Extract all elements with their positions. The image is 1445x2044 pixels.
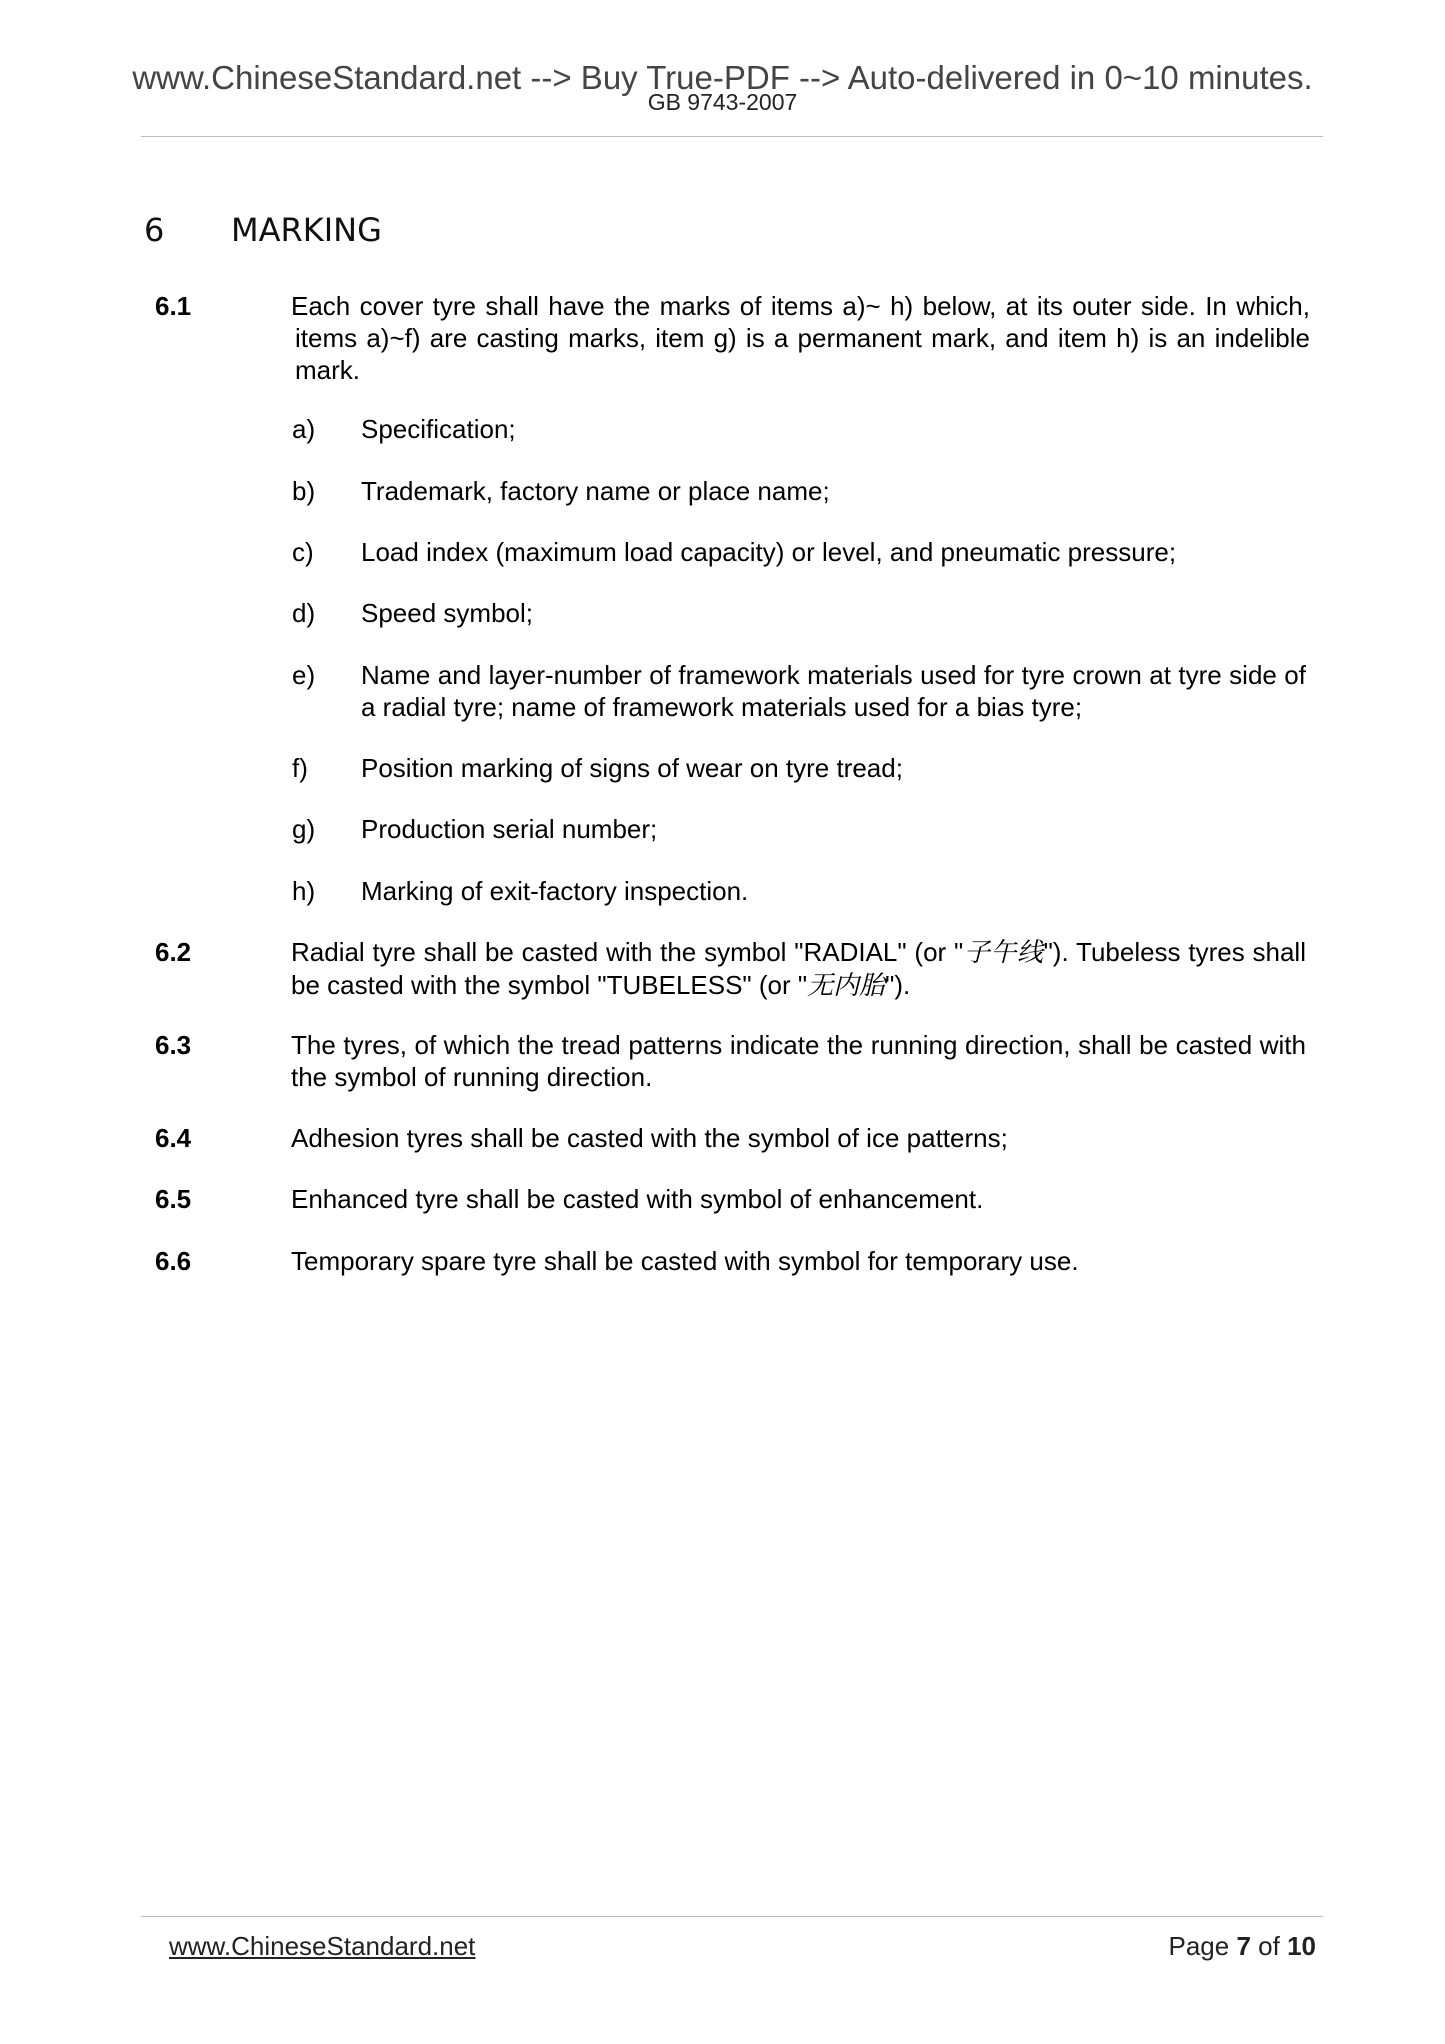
page-label: Page <box>1168 1931 1230 1961</box>
chinese-term-tubeless: 无内胎 <box>807 971 886 1001</box>
list-item-letter: b) <box>292 476 316 506</box>
section-number: 6 <box>144 211 165 249</box>
clause-text: Temporary spare tyre shall be casted with symbol for temporary use. <box>291 1246 1079 1276</box>
list-item-letter: g) <box>292 814 316 844</box>
clause-text: Enhanced tyre shall be casted with symbol of enhancement. <box>291 1184 984 1214</box>
page-total: 10 <box>1287 1931 1316 1961</box>
section-title: MARKING <box>231 211 382 249</box>
list-item-letter: e) <box>292 660 316 690</box>
list-item-letter: h) <box>292 876 316 906</box>
footer-divider <box>141 1916 1323 1917</box>
list-item-letter: a) <box>292 414 316 444</box>
clause-number: 6.3 <box>155 1030 192 1060</box>
clause-number: 6.6 <box>155 1246 192 1276</box>
list-item-text: Trademark, factory name or place name; <box>361 476 830 506</box>
clause-number: 6.1 <box>155 291 192 321</box>
document-id: GB 9743-2007 <box>647 89 798 115</box>
page-current: 7 <box>1236 1931 1251 1961</box>
clause-text-part: "). Tubeless tyres shall be casted with the symbol "TUBELESS" (or " <box>291 937 1306 1000</box>
list-item-text: Specification; <box>361 414 516 444</box>
list-item-text: Marking of exit-factory inspection. <box>361 876 749 906</box>
page-of: of <box>1258 1931 1280 1961</box>
footer-website-link[interactable]: www.ChineseStandard.net <box>169 1931 476 1961</box>
clause-text: Each cover tyre shall have the marks of items a)~ h) below, at its outer side. In which, items a)~f) are casting marks, item g) is a permanent mark, and item h) is an indelible mark. <box>291 291 1310 385</box>
clause-number: 6.2 <box>155 937 192 967</box>
list-item-letter: d) <box>292 598 316 628</box>
list-item-text: Position marking of signs of wear on tyre tread; <box>361 753 903 783</box>
list-item-text: Production serial number; <box>361 814 658 844</box>
clause-number: 6.4 <box>155 1123 192 1153</box>
clause-text-part: Radial tyre shall be casted with the symbol "RADIAL" (or " <box>291 937 964 967</box>
chinese-term-radial: 子午线 <box>963 938 1044 968</box>
clause-text: The tyres, of which the tread patterns indicate the running direction, shall be casted with the symbol of running direction. <box>291 1030 1306 1092</box>
list-item-text: Name and layer-number of framework materials used for tyre crown at tyre side of a radial tyre; name of framework materials used for a bias tyre; <box>361 660 1306 722</box>
clause-text: Adhesion tyres shall be casted with the symbol of ice patterns; <box>291 1123 1008 1153</box>
page-indicator <box>1168 1930 1316 1962</box>
list-item-letter: f) <box>292 753 308 783</box>
clause-text <box>291 936 1306 1002</box>
header-banner: www.ChineseStandard.net --> Buy True-PDF --> Auto-delivered in 0~10 minutes. <box>132 59 1313 96</box>
header-divider <box>141 136 1323 137</box>
list-item-text: Load index (maximum load capacity) or level, and pneumatic pressure; <box>361 537 1177 567</box>
list-item-text: Speed symbol; <box>361 598 533 628</box>
clause-text-part: "). <box>885 970 911 1000</box>
clause-number: 6.5 <box>155 1184 192 1214</box>
list-item-letter: c) <box>292 537 314 567</box>
